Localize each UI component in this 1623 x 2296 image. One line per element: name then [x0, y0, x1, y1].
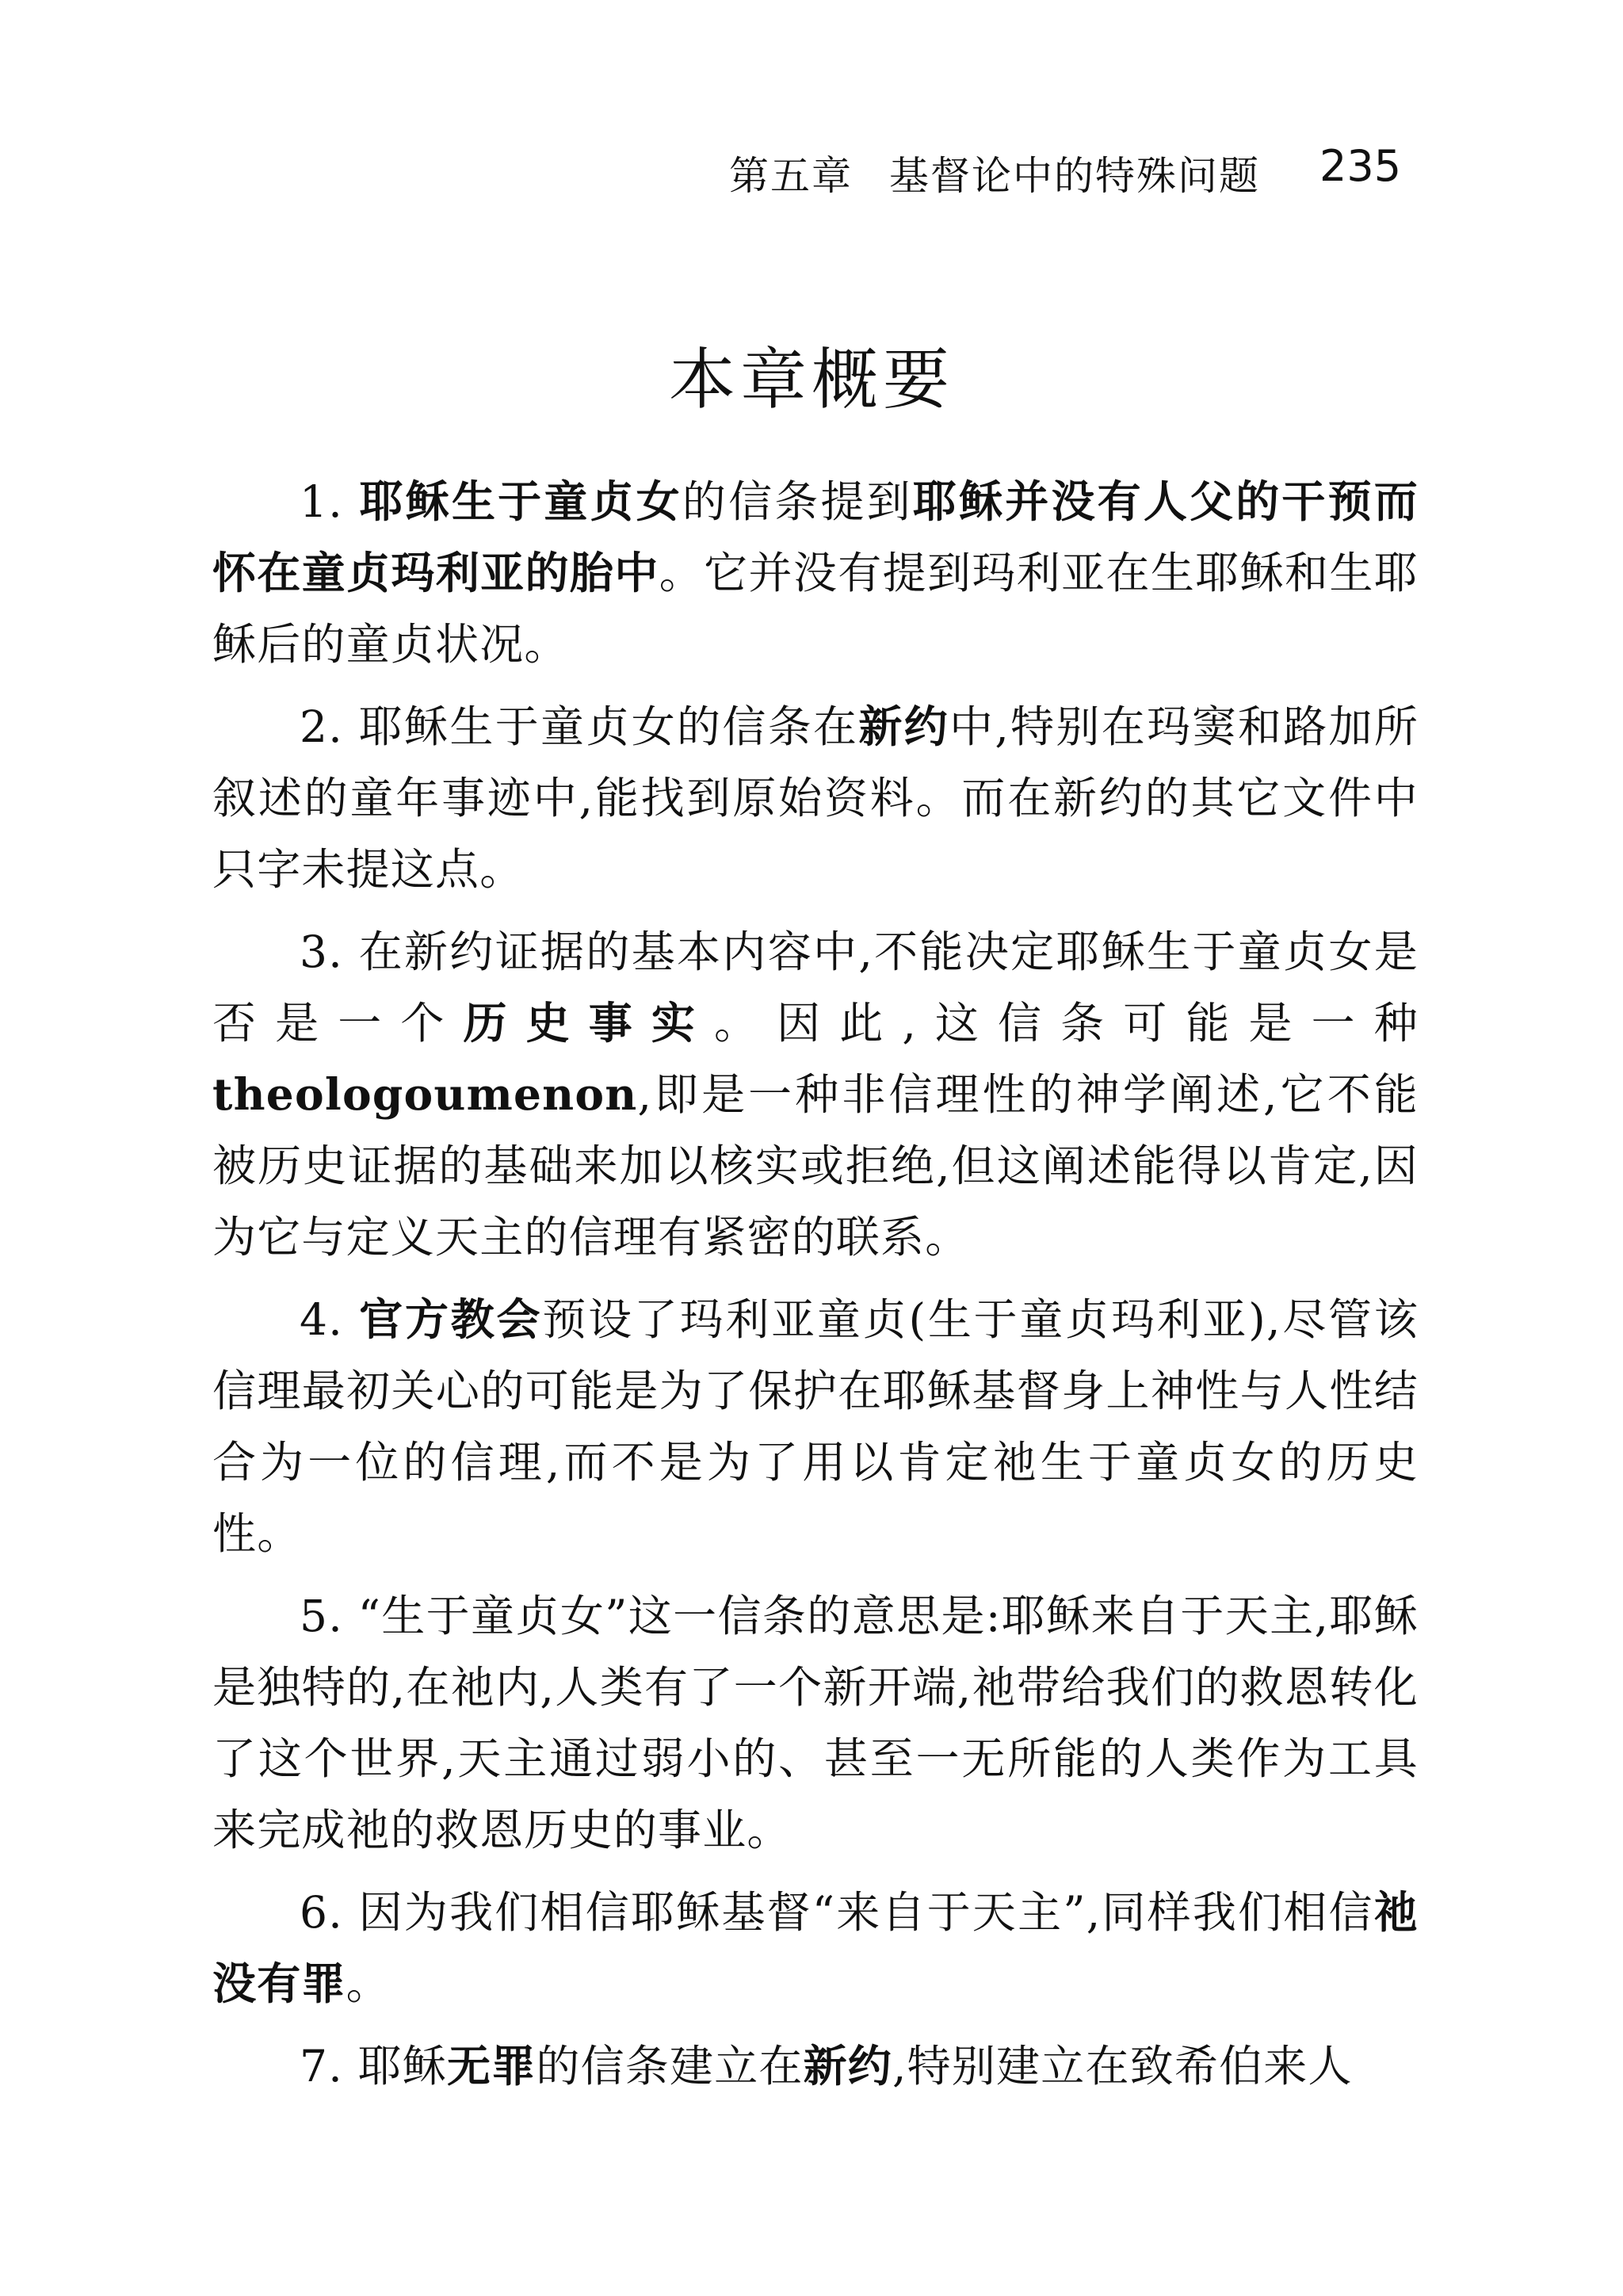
paragraph-number: 7.: [300, 2041, 343, 2092]
paragraph-4: [212, 1284, 1419, 1569]
text-segment: 新约: [858, 701, 950, 752]
text-segment: 耶稣生于童贞女的信条在: [358, 701, 859, 752]
text-segment: 预设了玛利亚童贞(生于童贞玛利亚),尽管该信理最初关心的可能是为了保护在耶稣基督身上神性与人性结合为一位的信理,而不是为了用以肯定祂生于童贞女的历史性。: [212, 1294, 1419, 1559]
paragraph-7: [212, 2030, 1419, 2102]
text-segment: 祂没有罪: [212, 1886, 1419, 2009]
paragraph-1: [212, 466, 1419, 680]
text-segment: “生于童贞女”这一信条的意思是:耶稣来自于天主,耶稣是独特的,在祂内,人类有了一个新开端,祂带给我们的救恩转化了这个世界,天主通过弱小的、甚至一无所能的人类作为工具来完成祂的救恩历史的事业。: [212, 1591, 1419, 1855]
text-segment: 新约: [803, 2040, 892, 2092]
text-segment: 。: [346, 1958, 391, 2009]
text-segment: theologoumenon: [212, 1068, 638, 1120]
paragraph-number: 4.: [300, 1294, 343, 1345]
paragraph-number: 5.: [300, 1591, 343, 1641]
chapter-label: 第五章: [729, 153, 853, 199]
paragraph-number: 1.: [300, 476, 343, 527]
text-segment: 中,特别在玛窦和路加所叙述的童年事迹中,能找到原始资料。而在新约的其它文件中只字未提这点。: [212, 701, 1419, 895]
paragraph-number: 3.: [300, 926, 343, 977]
text-segment: 的信条建立在: [536, 2041, 804, 2092]
text-segment: ,即是一种非信理性的神学阐述,它不能被历史证据的基础来加以核实或拒绝,但这阐述能得以肯定,因为它与定义天主的信理有紧密的联系。: [212, 1069, 1419, 1263]
paragraph-number: 6.: [300, 1887, 343, 1938]
text-segment: 官方教会: [359, 1293, 543, 1345]
text-segment: ,特别建立在致希伯来人: [892, 2041, 1353, 2092]
body-text: [212, 466, 1419, 2113]
paragraph-number: 2.: [300, 701, 343, 752]
text-segment: 因为我们相信耶稣基督“来自于天主”,同样我们相信: [358, 1887, 1374, 1938]
text-segment: 的信条提到: [682, 476, 913, 527]
paragraph-2: [212, 691, 1419, 905]
text-segment: 无罪: [446, 2040, 537, 2092]
text-segment: 耶稣生于童贞女: [359, 476, 682, 527]
text-segment: 耶稣并没有人父的干预而怀在童贞玛利亚的胎中: [212, 476, 1419, 598]
page-number: 235: [1319, 141, 1402, 191]
running-header: [713, 133, 1411, 197]
text-segment: 耶稣: [357, 2041, 447, 2092]
text-segment: 历史事实: [463, 997, 714, 1049]
paragraph-3: [212, 916, 1419, 1273]
text-segment: 。它并没有提到玛利亚在生耶稣和生耶稣后的童贞状况。: [212, 548, 1419, 670]
paragraph-6: [212, 1877, 1419, 2019]
chapter-topic: 基督论中的特殊问题: [889, 153, 1260, 199]
paragraph-5: [212, 1580, 1419, 1866]
page-title: 本章概要: [668, 341, 954, 418]
text-segment: 在新约证据的基本内容中,不能决定耶稣生于童贞女是否是一个: [212, 926, 1419, 1049]
text-segment: 。因此,这信条可能是一种: [713, 998, 1419, 1049]
